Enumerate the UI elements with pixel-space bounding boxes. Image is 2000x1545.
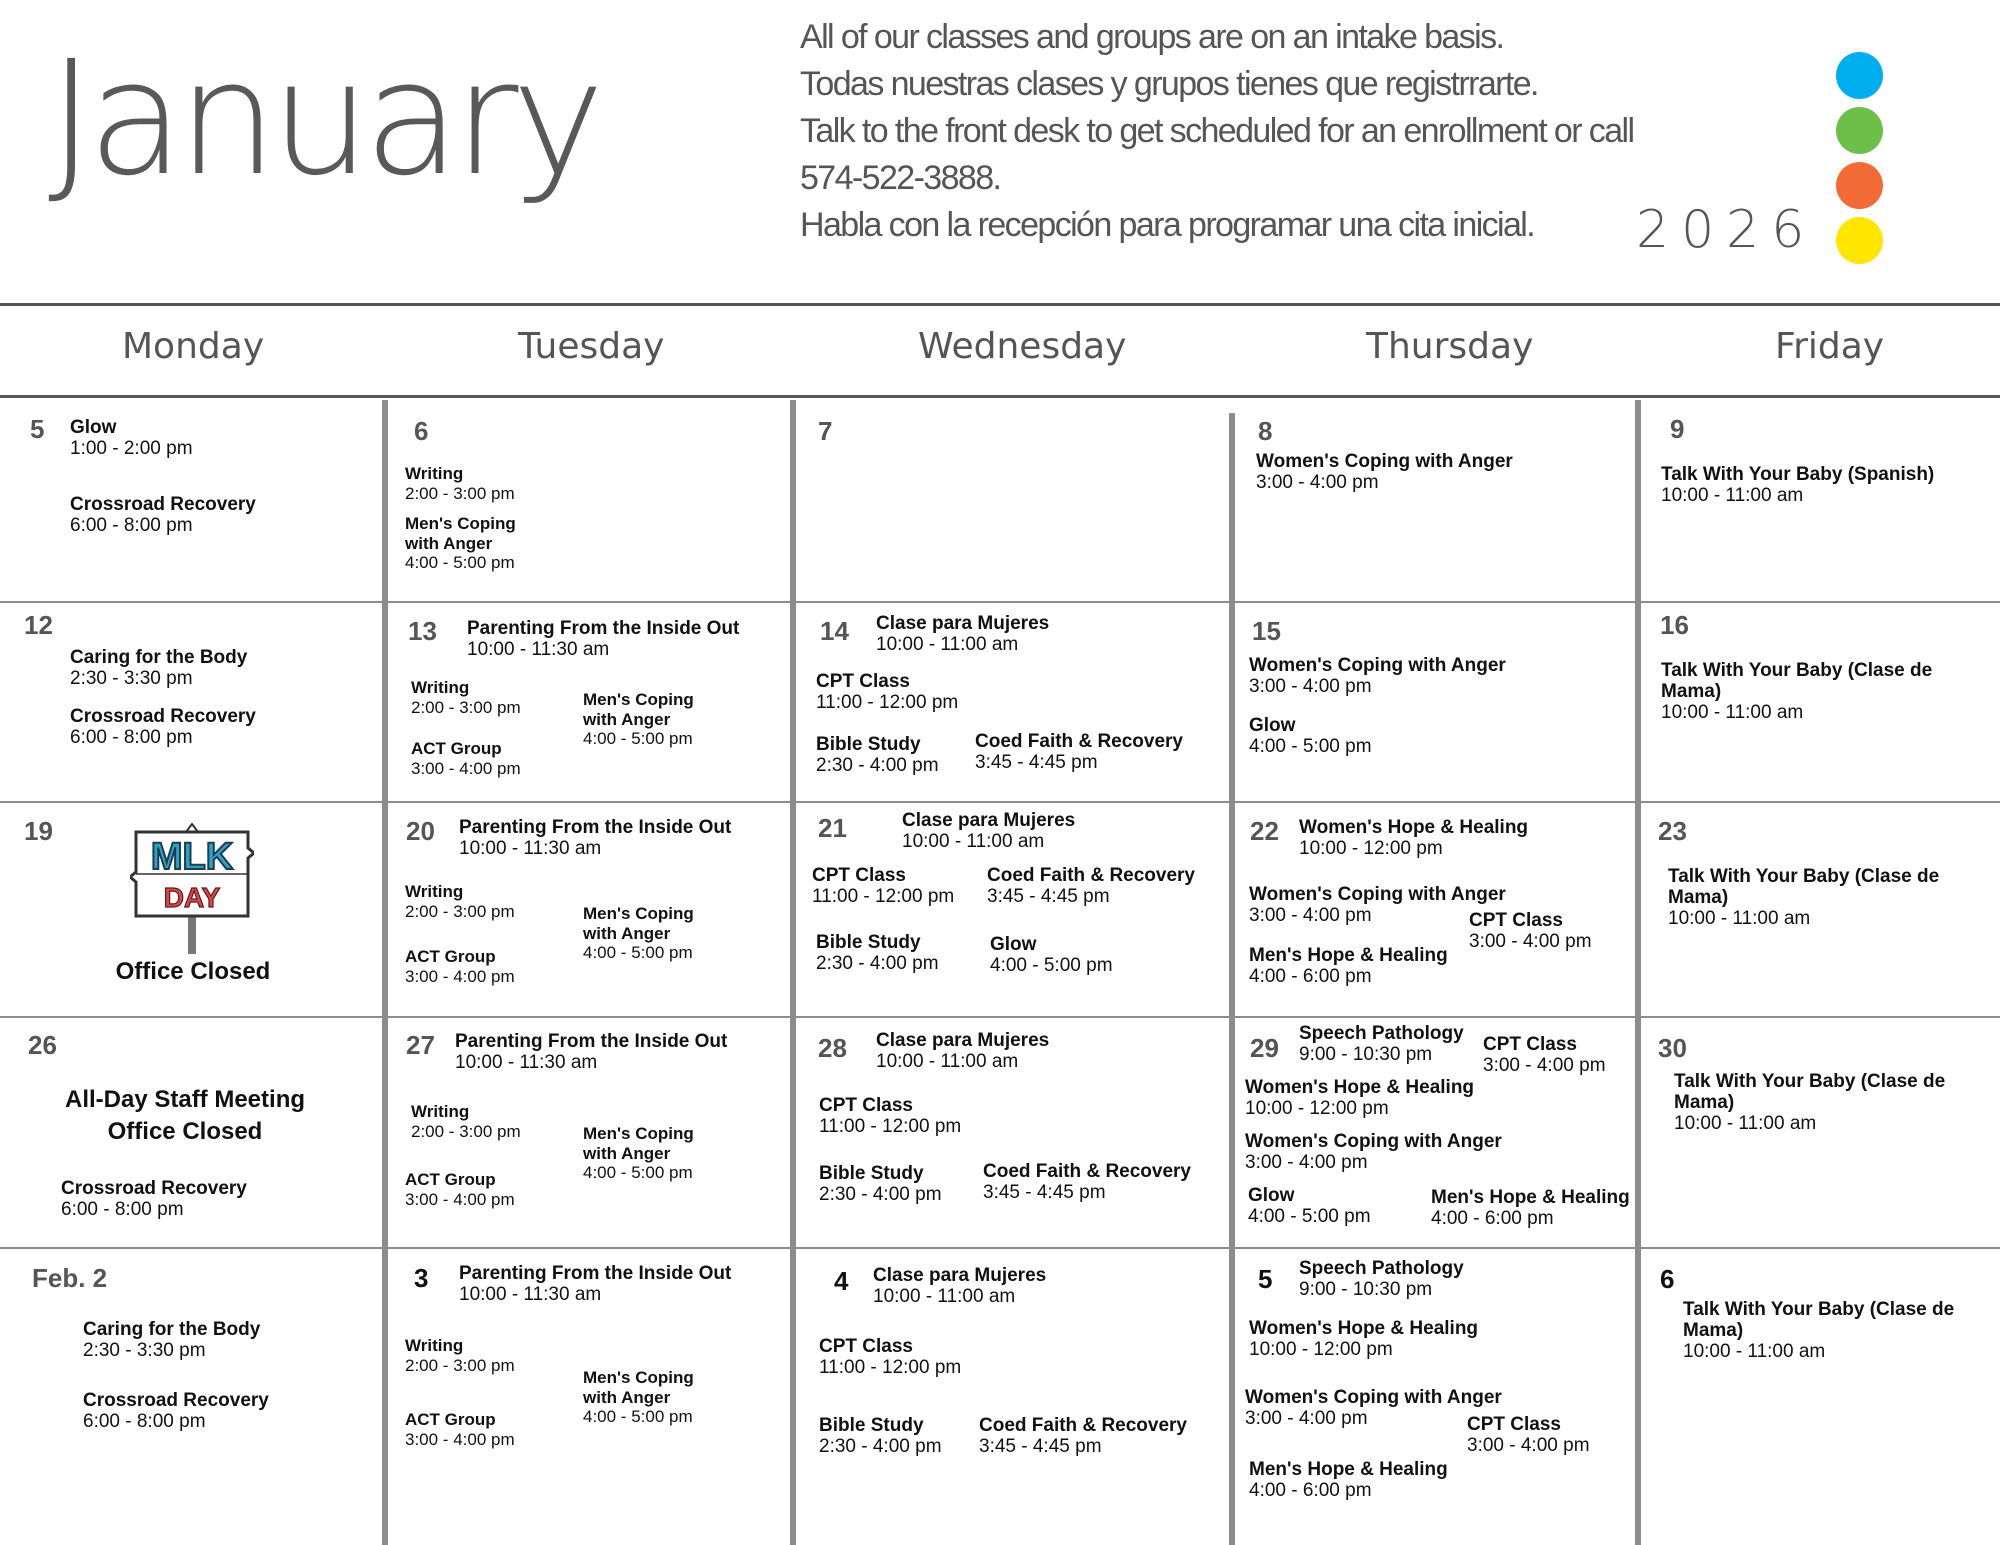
weekday-tuesday: Tuesday (518, 326, 665, 367)
event-title: Bible Study (819, 1415, 924, 1436)
column-divider (1229, 413, 1235, 1545)
day-number: 29 (1250, 1033, 1279, 1063)
event-title: Women's Coping with Anger (1256, 451, 1513, 472)
blue-dot (1836, 52, 1883, 99)
event-time: 4:00 - 5:00 pm (583, 1407, 693, 1427)
event (979, 1416, 1187, 1458)
week-divider (0, 1247, 2000, 1249)
event-time: 11:00 - 12:00 pm (819, 1115, 962, 1137)
day-number: 7 (818, 416, 833, 446)
event-time: 3:00 - 4:00 pm (405, 966, 515, 986)
day-number: 9 (1670, 414, 1685, 444)
event-time: 3:00 - 4:00 pm (1467, 1434, 1590, 1456)
event-title: Bible Study (816, 734, 921, 755)
event-title: Crossroad Recovery (83, 1390, 269, 1411)
event-time: 10:00 - 11:30 am (467, 638, 610, 660)
staff-meeting-text: All-Day Staff Meeting (64, 1086, 306, 1113)
event-time: 2:00 - 3:00 pm (411, 697, 521, 717)
event (873, 1266, 1046, 1308)
event (70, 648, 247, 690)
day-number: 28 (818, 1033, 847, 1063)
event-title: Glow (1249, 715, 1296, 736)
event (1299, 1024, 1464, 1066)
event-time: 3:00 - 4:00 pm (1249, 675, 1372, 697)
event-time: 10:00 - 11:30 am (455, 1051, 598, 1073)
event (1249, 716, 1372, 758)
event-title: Writing (405, 882, 464, 901)
event-title: ACT Group (405, 1170, 496, 1189)
event (70, 418, 193, 460)
event-title: Parenting From the Inside Out (455, 1031, 728, 1052)
event (83, 1320, 260, 1362)
event-title: Crossroad Recovery (70, 706, 256, 727)
event-title: Caring for the Body (83, 1319, 261, 1340)
event (1249, 1319, 1478, 1361)
event-time: 3:00 - 4:00 pm (1245, 1151, 1368, 1173)
weekday-monday: Monday (122, 326, 265, 367)
event-time: 4:00 - 5:00 pm (583, 1163, 693, 1183)
event-title: Clase para Mujeres (876, 613, 1050, 634)
office-closed-note (100, 956, 286, 988)
event (819, 1164, 942, 1206)
event (83, 1391, 269, 1433)
event-time: 10:00 - 11:30 am (459, 1283, 602, 1305)
event-title: Coed Faith & Recovery (979, 1415, 1187, 1436)
event-title: Women's Coping with Anger (1245, 1387, 1502, 1408)
day-number: 26 (28, 1030, 57, 1060)
event-time: 10:00 - 11:00 am (876, 633, 1019, 655)
event-time: 3:00 - 4:00 pm (405, 1429, 515, 1449)
event-time: 10:00 - 11:00 am (876, 1050, 1019, 1072)
event (1431, 1188, 1630, 1230)
day-number: 27 (406, 1030, 435, 1060)
event (405, 1170, 515, 1209)
event (1249, 885, 1506, 927)
event-time: 2:30 - 4:00 pm (819, 1435, 942, 1457)
event-title: Men's Coping with Anger (583, 690, 694, 729)
event-title: Coed Faith & Recovery (987, 865, 1195, 886)
event (459, 1264, 731, 1306)
header-divider (0, 303, 2000, 306)
event-title: Caring for the Body (70, 647, 248, 668)
day-number: 15 (1252, 616, 1281, 646)
event-time: 11:00 - 12:00 pm (816, 691, 959, 713)
info-line: All of our classes and groups are on an intake basis. (800, 18, 1504, 56)
event-title: Talk With Your Baby (Clase de Mama) (1674, 1071, 1946, 1113)
event-time: 11:00 - 12:00 pm (819, 1356, 962, 1378)
event (1245, 1132, 1502, 1174)
event (583, 904, 694, 963)
event-time: 3:00 - 4:00 pm (411, 758, 521, 778)
event-time: 3:00 - 4:00 pm (1249, 904, 1372, 926)
event (1668, 867, 1968, 930)
month-title: January (48, 27, 598, 211)
event (411, 678, 521, 717)
event (583, 690, 694, 749)
event (1674, 1072, 1969, 1135)
event-time: 10:00 - 11:00 am (1661, 701, 1804, 723)
weekday-divider (0, 395, 2000, 398)
info-line: Talk to the front desk to get scheduled for an enrollment or call (800, 112, 1634, 150)
event (405, 1336, 515, 1375)
day-number: 6 (414, 416, 429, 446)
event-title: CPT Class (819, 1095, 913, 1116)
event-time: 4:00 - 5:00 pm (990, 954, 1113, 976)
event-time: 3:00 - 4:00 pm (1245, 1407, 1368, 1429)
office-closed-text: Office Closed (115, 958, 271, 985)
event (1249, 656, 1506, 698)
event (405, 514, 516, 573)
event (983, 1162, 1191, 1204)
event (987, 866, 1195, 908)
event-time: 2:30 - 3:30 pm (70, 667, 193, 689)
event-time: 2:30 - 4:00 pm (819, 1183, 942, 1205)
event-time: 3:45 - 4:45 pm (979, 1435, 1102, 1457)
event-title: Clase para Mujeres (902, 810, 1076, 831)
event (1248, 1186, 1371, 1228)
event-title: Speech Pathology (1299, 1258, 1464, 1279)
event-title: Writing (405, 464, 464, 483)
week-divider (0, 1016, 2000, 1018)
event-time: 10:00 - 12:00 pm (1249, 1338, 1393, 1360)
event-title: Bible Study (816, 932, 921, 953)
event-time: 2:00 - 3:00 pm (411, 1121, 521, 1141)
event-time: 1:00 - 2:00 pm (70, 437, 193, 459)
event (1299, 1259, 1464, 1301)
event-title: Glow (1248, 1185, 1295, 1206)
event (1299, 818, 1528, 860)
event-time: 2:30 - 4:00 pm (816, 952, 939, 974)
event-title: Women's Hope & Healing (1245, 1077, 1475, 1098)
event-title: Bible Study (819, 1163, 924, 1184)
event (1661, 661, 1971, 724)
event-time: 10:00 - 12:00 pm (1299, 837, 1443, 859)
event-title: Women's Coping with Anger (1249, 884, 1506, 905)
event-title: Men's Coping with Anger (405, 514, 516, 553)
event (467, 619, 739, 661)
week-divider (0, 601, 2000, 603)
event-title: Women's Hope & Healing (1249, 1318, 1479, 1339)
day-number: 13 (408, 616, 437, 646)
event-title: CPT Class (812, 865, 906, 886)
event (816, 672, 958, 714)
day-number: 5 (1258, 1264, 1273, 1294)
day-number: 16 (1660, 610, 1689, 640)
event (70, 495, 256, 537)
event-title: CPT Class (1469, 910, 1563, 931)
event-time: 3:00 - 4:00 pm (1256, 471, 1379, 493)
event (411, 1102, 521, 1141)
event-title: Clase para Mujeres (873, 1265, 1047, 1286)
event-title: Women's Coping with Anger (1245, 1131, 1502, 1152)
event-title: Clase para Mujeres (876, 1030, 1050, 1051)
event (411, 739, 521, 778)
info-line: Habla con la recepción para programar una cita inicial. (800, 206, 1535, 244)
office-closed-text: Office Closed (107, 1118, 263, 1146)
event (455, 1032, 727, 1074)
event-time: 10:00 - 11:00 am (1683, 1340, 1826, 1362)
weekday-friday: Friday (1775, 326, 1885, 367)
event-time: 2:30 - 3:30 pm (83, 1339, 206, 1361)
column-divider (382, 400, 388, 1545)
event-title: Women's Coping with Anger (1249, 655, 1506, 676)
event-time: 4:00 - 5:00 pm (1248, 1205, 1371, 1227)
intake-info (800, 14, 1634, 249)
mlk-sign-bottom: DAY (163, 882, 221, 913)
event-title: CPT Class (819, 1336, 913, 1357)
event (876, 1031, 1049, 1073)
event (990, 935, 1113, 977)
event-title: Writing (411, 678, 470, 697)
event-time: 2:00 - 3:00 pm (405, 901, 515, 921)
event (583, 1368, 694, 1427)
event-time: 6:00 - 8:00 pm (61, 1198, 184, 1220)
event (405, 882, 515, 921)
event (816, 735, 939, 777)
event-time: 10:00 - 11:00 am (1674, 1112, 1817, 1134)
event-time: 9:00 - 10:30 pm (1299, 1278, 1433, 1300)
year-label: 2026 (1636, 200, 1817, 260)
event-time: 4:00 - 6:00 pm (1249, 1479, 1372, 1501)
event (975, 732, 1183, 774)
event-title: Men's Hope & Healing (1249, 945, 1448, 966)
event (1249, 1460, 1448, 1502)
phone-number: 574-522-3888. (800, 159, 1001, 197)
event-title: ACT Group (411, 739, 502, 758)
event-time: 9:00 - 10:30 pm (1299, 1043, 1433, 1065)
event-time: 10:00 - 11:30 am (459, 837, 602, 859)
event-title: ACT Group (405, 947, 496, 966)
event-title: Men's Coping with Anger (583, 904, 694, 943)
event-title: Men's Hope & Healing (1431, 1187, 1630, 1208)
staff-meeting-note (60, 1084, 310, 1149)
event-time: 2:00 - 3:00 pm (405, 483, 515, 503)
event (816, 933, 939, 975)
weekday-wednesday: Wednesday (918, 326, 1127, 367)
event (1245, 1388, 1502, 1430)
event-title: Talk With Your Baby (Clase de Mama) (1668, 866, 1940, 908)
day-number: 30 (1658, 1033, 1687, 1063)
day-number: 22 (1250, 816, 1279, 846)
event-title: Men's Hope & Healing (1249, 1459, 1448, 1480)
event-time: 10:00 - 11:00 am (1668, 907, 1811, 929)
day-number: 6 (1660, 1264, 1675, 1294)
day-number: 21 (818, 813, 847, 843)
event-title: Talk With Your Baby (Clase de Mama) (1683, 1299, 1955, 1341)
event (1245, 1078, 1474, 1120)
event-time: 10:00 - 11:00 am (902, 830, 1045, 852)
event-time: 4:00 - 5:00 pm (583, 943, 693, 963)
event-title: Speech Pathology (1299, 1023, 1464, 1044)
yellow-dot (1836, 217, 1883, 264)
orange-dot (1836, 162, 1883, 209)
green-dot (1836, 107, 1883, 154)
event-time: 2:00 - 3:00 pm (405, 1355, 515, 1375)
info-line: Todas nuestras clases y grupos tienes que registrrarte. (800, 65, 1538, 103)
event-title: Glow (990, 934, 1037, 955)
weekday-thursday: Thursday (1366, 326, 1534, 367)
event (405, 1410, 515, 1449)
mlk-sign-icon (130, 822, 254, 954)
event-title: Parenting From the Inside Out (467, 618, 740, 639)
event-title: ACT Group (405, 1410, 496, 1429)
day-number: 19 (24, 816, 53, 846)
event-time: 3:45 - 4:45 pm (987, 885, 1110, 907)
event (902, 811, 1075, 853)
event-title: Talk With Your Baby (Clase de Mama) (1661, 660, 1933, 702)
event (70, 707, 256, 749)
event-title: Crossroad Recovery (70, 494, 256, 515)
event-time: 3:45 - 4:45 pm (983, 1181, 1106, 1203)
event-time: 4:00 - 6:00 pm (1249, 965, 1372, 987)
column-divider (1635, 400, 1641, 1545)
event (1469, 911, 1592, 953)
event-title: Parenting From the Inside Out (459, 817, 732, 838)
event-time: 3:00 - 4:00 pm (1469, 930, 1592, 952)
day-number: Feb. 2 (32, 1263, 108, 1293)
event-title: Talk With Your Baby (Spanish) (1661, 464, 1935, 485)
event (1256, 452, 1513, 494)
event-time: 11:00 - 12:00 pm (812, 885, 955, 907)
column-divider (790, 400, 796, 1545)
week-divider (0, 801, 2000, 803)
mlk-day-sign (130, 822, 254, 954)
event-time: 4:00 - 5:00 pm (1249, 735, 1372, 757)
event-time: 10:00 - 12:00 pm (1245, 1097, 1389, 1119)
event-time: 4:00 - 5:00 pm (405, 553, 515, 573)
event (1249, 946, 1448, 988)
day-number: 14 (820, 616, 849, 646)
event-title: Crossroad Recovery (61, 1178, 247, 1199)
event-title: CPT Class (1467, 1414, 1561, 1435)
event-title: Coed Faith & Recovery (975, 731, 1183, 752)
event (876, 614, 1049, 656)
event-title: Women's Hope & Healing (1299, 817, 1529, 838)
event (61, 1179, 247, 1221)
event (819, 1096, 961, 1138)
day-number: 12 (24, 610, 53, 640)
event (812, 866, 954, 908)
event (819, 1416, 942, 1458)
event-title: Men's Coping with Anger (583, 1124, 694, 1163)
event (405, 947, 515, 986)
day-number: 5 (30, 414, 45, 444)
event (1483, 1035, 1606, 1077)
event (1683, 1300, 1973, 1363)
day-number: 20 (406, 816, 435, 846)
event-time: 3:00 - 4:00 pm (1483, 1054, 1606, 1076)
day-number: 8 (1258, 416, 1273, 446)
event (459, 818, 731, 860)
event-title: Glow (70, 417, 117, 438)
event-time: 6:00 - 8:00 pm (70, 726, 193, 748)
event-time: 4:00 - 5:00 pm (583, 729, 693, 749)
event-title: CPT Class (1483, 1034, 1577, 1055)
event-time: 4:00 - 6:00 pm (1431, 1207, 1554, 1229)
event-title: Writing (411, 1102, 470, 1121)
event-time: 6:00 - 8:00 pm (70, 514, 193, 536)
event (1467, 1415, 1590, 1457)
event-title: Writing (405, 1336, 464, 1355)
event-time: 10:00 - 11:00 am (1661, 484, 1804, 506)
event-time: 3:00 - 4:00 pm (405, 1189, 515, 1209)
event-title: CPT Class (816, 671, 910, 692)
event (583, 1124, 694, 1183)
event-time: 10:00 - 11:00 am (873, 1285, 1016, 1307)
event-title: Coed Faith & Recovery (983, 1161, 1191, 1182)
event (1661, 465, 1934, 507)
event-title: Men's Coping with Anger (583, 1368, 694, 1407)
event-title: Parenting From the Inside Out (459, 1263, 732, 1284)
mlk-sign-top: MLK (150, 836, 234, 878)
event-time: 2:30 - 4:00 pm (816, 754, 939, 776)
day-number: 4 (834, 1266, 849, 1296)
event-time: 6:00 - 8:00 pm (83, 1410, 206, 1432)
event (405, 464, 515, 503)
day-number: 23 (1658, 816, 1687, 846)
day-number: 3 (414, 1263, 429, 1293)
event-time: 3:45 - 4:45 pm (975, 751, 1098, 773)
event (819, 1337, 961, 1379)
